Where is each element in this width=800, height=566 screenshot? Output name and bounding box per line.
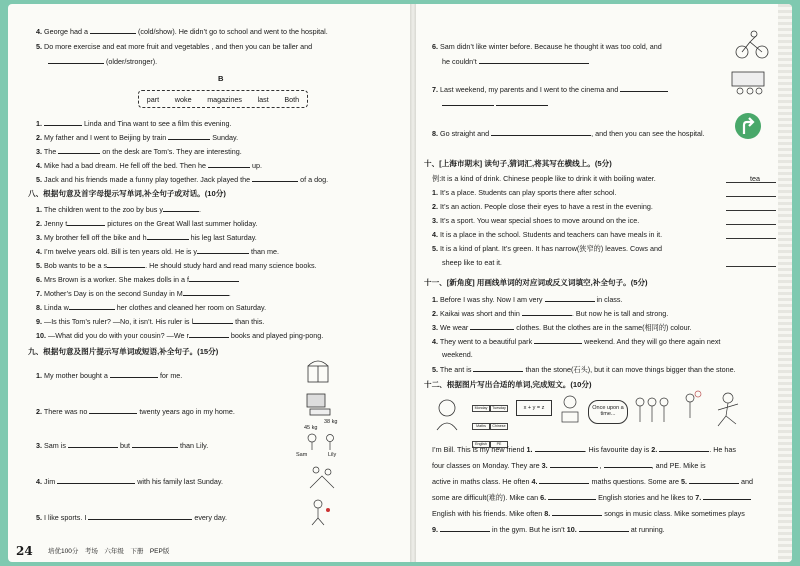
- answer-blank[interactable]: [197, 246, 249, 254]
- right-column: [416, 4, 792, 562]
- guess-3: 3. It’s a sport. You wear special shoes to move around on the ice.: [432, 216, 640, 225]
- guess-answer-line[interactable]: [726, 224, 776, 225]
- answer-blank[interactable]: [208, 160, 250, 168]
- e-question-8: 8. Linda w her clothes and cleaned her room on Saturday.: [36, 303, 267, 312]
- answer-blank[interactable]: [189, 330, 229, 338]
- answer-blank[interactable]: [440, 524, 490, 532]
- e-question-7: 7. Mother’s Day is on the second Sunday in M .: [36, 289, 231, 298]
- b-question-3: 3. The on the desk are Tom’s. They are interesting.: [36, 147, 242, 156]
- answer-blank[interactable]: [90, 26, 136, 34]
- section-b-title: B: [218, 74, 224, 83]
- e-question-6: 6. Mrs Brown is a worker. She makes dolls in a f: [36, 274, 239, 284]
- answer-blank[interactable]: [659, 444, 709, 452]
- page-edge-strip: [778, 4, 792, 562]
- question-8: 8. Go straight and , and then you can see the hospital.: [432, 129, 705, 138]
- word-bank-item: part: [146, 94, 160, 104]
- page-number: 24: [16, 544, 33, 558]
- weight-label-38: 38 kg: [324, 419, 338, 425]
- e-question-1: 1. The children went to the zoo by bus y .: [36, 205, 201, 214]
- guess-1: 1. It’s a place. Students can play sports there after school.: [432, 188, 617, 197]
- schedule-cell: Maths: [472, 423, 490, 430]
- passage-line-2: four classes on Monday. They are 3. , , and PE. Mike is: [432, 461, 706, 470]
- passage-line-5: English with his friends. Mike often 8. songs in music class. Mike sometimes plays: [432, 509, 745, 518]
- guess-2: 2. It’s an action. People close their eyes to have a rest in the evening.: [432, 202, 653, 211]
- answer-blank[interactable]: [168, 132, 210, 140]
- mike-portrait: [430, 396, 464, 432]
- section-10-title: 十、[上海市期末] 读句子,猜词汇,将其写在横线上。(5分): [424, 159, 612, 168]
- gift-illustration: [304, 356, 332, 386]
- question-4: 4. George had a (cold/show). He didn’t go to school and went to the hospital.: [36, 27, 328, 36]
- answer-blank[interactable]: [534, 336, 582, 344]
- p-question-3: 3. Sam is but than Lily.: [36, 441, 209, 450]
- word-bank-item: last: [257, 94, 269, 104]
- b-question-1: 1. Linda and Tina want to see a film this evening.: [36, 119, 232, 128]
- answer-blank[interactable]: [545, 294, 595, 302]
- family-illustration: [308, 464, 338, 490]
- question-7-cont: [442, 98, 548, 108]
- e-question-5: 5. Bob wants to be a s . He should study hard and read many science books.: [36, 261, 317, 270]
- section-9-title: 九、根据句意及图片提示写单词或短语,补全句子。(15分): [28, 347, 219, 356]
- word-bank-item: magazines: [207, 94, 242, 104]
- answer-blank[interactable]: [163, 204, 199, 212]
- b-question-5: 5. Jack and his friends made a funny play together. Jack played the of a dog.: [36, 175, 329, 184]
- p-question-2: 2. There was no twenty years ago in my home.: [36, 407, 235, 416]
- guess-answer-line[interactable]: [726, 210, 776, 211]
- answer-blank[interactable]: [522, 308, 572, 316]
- guess-answer-line[interactable]: [726, 238, 776, 239]
- opposite-4: 4. They went to a beautiful park weekend. And they will go there again next: [432, 337, 721, 346]
- workbook-page: [8, 4, 792, 562]
- opposite-3: 3. We wear clothes. But the clothes are in the same(相同的) colour.: [432, 323, 692, 332]
- passage-line-3: active in maths class. He often 4. maths questions. Some are 5. and: [432, 477, 753, 486]
- math-card: x + y = z: [516, 400, 552, 416]
- guess-5-cont: sheep like to eat it.: [442, 258, 502, 267]
- turn-right-sign-icon: [734, 112, 762, 140]
- answer-blank[interactable]: [183, 288, 229, 296]
- answer-blank[interactable]: [58, 146, 100, 154]
- answer-blank[interactable]: [147, 232, 189, 240]
- question-6: 6. Sam didn’t like winter before. Because he thought it was too cold, and: [432, 42, 662, 51]
- answer-blank[interactable]: [604, 460, 652, 468]
- e-question-2: 2. Jenny t pictures on the Great Wall last summer holiday.: [36, 219, 258, 228]
- section-12-title: 十二、根据图片写出合适的单词,完成短文。(10分): [424, 380, 592, 389]
- opposite-4-cont: weekend.: [442, 350, 473, 359]
- example-answer-line: [726, 182, 776, 183]
- passage-line-1: I’m Bill. This is my new friend 1. . His favourite day is 2. . He has: [432, 445, 737, 454]
- answer-blank[interactable]: [132, 440, 178, 448]
- answer-blank[interactable]: [552, 508, 602, 516]
- example-sentence: 例:It is a kind of drink. Chinese people like to drink it with boiling water.: [432, 174, 656, 183]
- section-11-title: 十一、[新角度] 用画线单词的对应词或反义词填空,补全句子。(5分): [424, 278, 648, 287]
- cinema-illustration: [728, 70, 768, 96]
- passage-line-6: 9. in the gym. But he isn’t 10. at running.: [432, 525, 665, 534]
- cyclist-illustration: [734, 30, 770, 60]
- word-bank-item: Both: [284, 94, 300, 104]
- answer-blank[interactable]: [68, 440, 118, 448]
- left-column: [8, 4, 410, 562]
- answer-blank[interactable]: [473, 364, 523, 372]
- example-answer: tea: [750, 174, 760, 183]
- answer-blank[interactable]: [69, 302, 115, 310]
- question-5-cont: (older/stronger).: [48, 56, 157, 66]
- schedule-cell: PE: [490, 441, 508, 448]
- running-illustration: [708, 390, 748, 430]
- answer-blank[interactable]: [44, 118, 82, 126]
- story-bubble: Once upon a time...: [588, 400, 628, 424]
- schedule-cell: Monday: [472, 405, 490, 412]
- answer-blank[interactable]: [107, 260, 145, 268]
- opposite-5: 5. The ant is than the stone(石头), but it can move things bigger than the stone.: [432, 365, 736, 374]
- answer-blank[interactable]: [189, 274, 239, 282]
- computer-illustration: [304, 392, 334, 418]
- question-6-cont: he couldn’t: [442, 56, 589, 66]
- e-question-4: 4. I’m twelve years old. Bill is ten years old. He is y than me.: [36, 247, 279, 256]
- guess-answer-line[interactable]: [726, 196, 776, 197]
- b-question-2: 2. My father and I went to Beijing by train Sunday.: [36, 133, 239, 142]
- answer-blank[interactable]: [193, 316, 233, 324]
- p-question-5: 5. I like sports. I every day.: [36, 513, 227, 522]
- answer-blank[interactable]: [48, 56, 104, 64]
- passage-line-4: some are difficult(难的). Mike can 6. English stories and he likes to 7.: [432, 492, 751, 502]
- b-question-4: 4. Mike had a bad dream. He fell off the bed. Then he up.: [36, 161, 262, 170]
- answer-blank[interactable]: [470, 322, 514, 330]
- opposite-1: 1. Before I was shy. Now I am very in class.: [432, 295, 623, 304]
- answer-blank[interactable]: [703, 492, 751, 500]
- p-question-1: 1. My mother bought a for me.: [36, 371, 183, 380]
- answer-blank[interactable]: [57, 476, 135, 484]
- answer-blank[interactable]: [539, 476, 589, 484]
- sam-label: Sam: [296, 452, 308, 458]
- word-bank: [138, 90, 308, 108]
- answer-blank[interactable]: [579, 524, 629, 532]
- guess-5: 5. It is a kind of plant. It’s green. It has narrow(狭窄的) leaves. Cows and: [432, 244, 662, 253]
- guess-answer-line[interactable]: [726, 266, 776, 267]
- answer-blank[interactable]: [479, 56, 589, 64]
- answer-blank[interactable]: [252, 174, 298, 182]
- answer-blank[interactable]: [110, 370, 158, 378]
- schedule-cell: Chinese: [490, 423, 508, 430]
- answer-blank[interactable]: [491, 128, 591, 136]
- schedule-cell: English: [472, 441, 490, 448]
- answer-blank[interactable]: [88, 512, 192, 520]
- kids-illustration: [302, 432, 342, 452]
- e-question-3: 3. My brother fell off the bike and h his leg last Saturday.: [36, 233, 257, 242]
- e-question-9: 9. —Is this Tom’s ruler? —No, it isn’t. His ruler is l than this.: [36, 317, 265, 326]
- answer-blank[interactable]: [89, 406, 137, 414]
- question-7: 7. Last weekend, my parents and I went to the cinema and: [432, 84, 668, 94]
- lily-label: Lily: [328, 452, 337, 458]
- weight-label-45: 45 kg: [304, 425, 318, 431]
- pingpong-illustration: [304, 498, 334, 526]
- answer-blank[interactable]: [67, 218, 105, 226]
- p-question-4: 4. Jim with his family last Sunday.: [36, 477, 223, 486]
- answer-blank[interactable]: [548, 492, 596, 500]
- answer-blank[interactable]: [620, 84, 668, 92]
- singing-kids-illustration: [632, 392, 672, 430]
- answer-blank[interactable]: [535, 444, 585, 452]
- answer-blank[interactable]: [550, 460, 598, 468]
- word-bank-item: woke: [174, 94, 192, 104]
- answer-blank[interactable]: [442, 98, 494, 106]
- schedule-cell: Tuesday: [490, 405, 508, 412]
- basketball-illustration: [678, 390, 702, 428]
- footer-text: 培优100分 考场 六年级 下册 PEP版: [48, 548, 170, 555]
- answer-blank[interactable]: [689, 476, 739, 484]
- schedule-table: [472, 396, 508, 450]
- opposite-2: 2. Kaikai was short and thin . But now he is tall and strong.: [432, 309, 669, 318]
- section-8-title: 八、根据句意及首字母提示写单词,补全句子或对话。(10分): [28, 189, 226, 198]
- boy-reading-illustration: [556, 394, 584, 430]
- guess-4: 4. It is a place in the school. Students and teachers can have meals in it.: [432, 230, 663, 239]
- answer-blank[interactable]: [496, 98, 548, 106]
- e-question-10: 10. —What did you do with your cousin? —We r books and played ping-pong.: [36, 331, 324, 340]
- question-5: 5. Do more exercise and eat more fruit and vegetables , and then you can be taller and: [36, 42, 313, 51]
